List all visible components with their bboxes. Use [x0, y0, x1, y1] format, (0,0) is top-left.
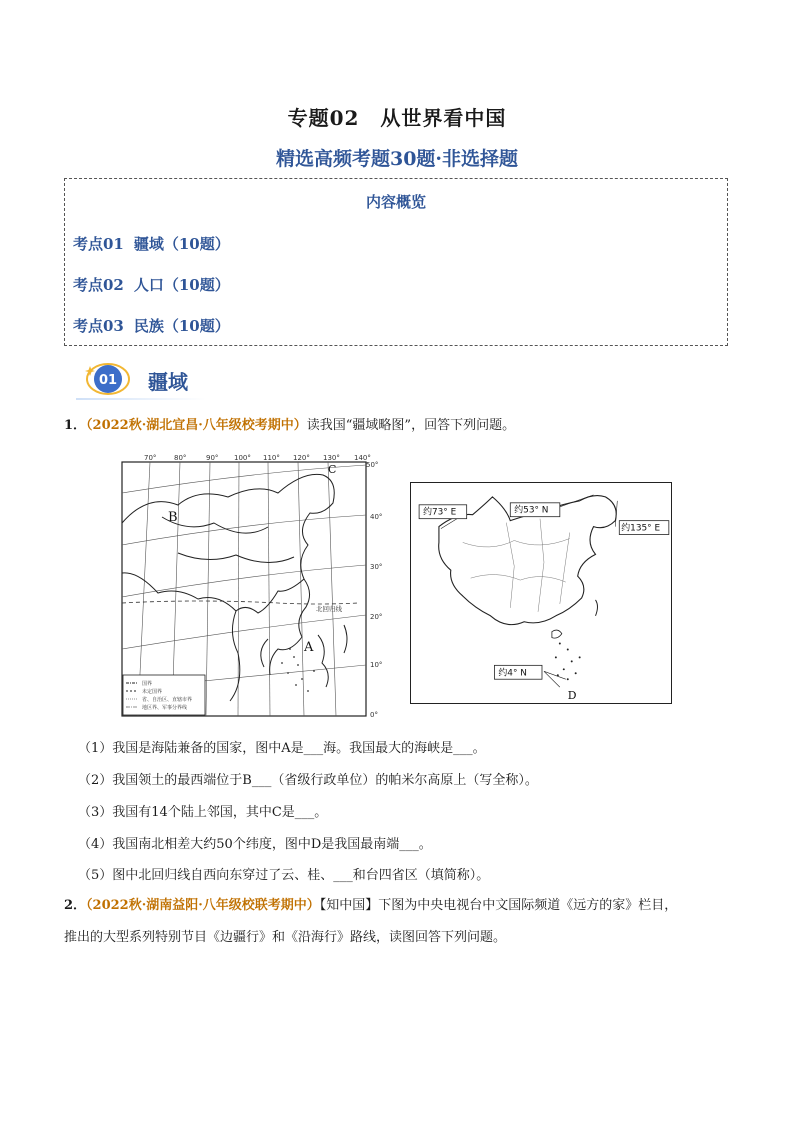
map-label-a: A: [304, 640, 314, 655]
extreme-points-map: [410, 482, 672, 704]
legend-item: 国界: [142, 681, 153, 687]
topic-number: 考点02: [73, 276, 124, 294]
question-2-stem: [64, 896, 677, 916]
question-1-item-3: （3）我国有14个陆上邻国，其中C是___。: [78, 805, 328, 820]
east-point-label: 约135° E: [621, 523, 661, 534]
map-label-b: B: [168, 510, 178, 525]
lon-label: 70°: [144, 454, 157, 462]
lat-label: 20°: [370, 613, 383, 621]
topic-label: 民族（10题）: [133, 317, 230, 335]
page-subtitle: 精选高频考题30题·非选择题: [275, 148, 519, 170]
map-label-c: C: [328, 463, 337, 476]
lat-label: 40°: [370, 513, 383, 521]
section-badge-number: 01: [98, 373, 118, 388]
topic-03: [73, 315, 230, 336]
tropic-label: 北回归线: [316, 605, 342, 613]
question-2-stem-cont: 推出的大型系列特别节目《边疆行》和《沿海行》路线，读图回答下列问题。: [64, 930, 507, 945]
topic-01: [73, 233, 230, 254]
south-point-label: 约4° N: [498, 668, 527, 679]
lon-label: 110°: [263, 454, 280, 462]
lat-label: 0°: [370, 711, 378, 719]
question-text: 【知中国】下图为中央电视台中文国际频道《远方的家》栏目，: [319, 898, 678, 913]
question-text: 读我国“疆域略图”，回答下列问题。: [306, 418, 516, 433]
lon-label: 100°: [234, 454, 251, 462]
question-number: 1．: [64, 418, 87, 433]
question-number: 2．: [64, 898, 87, 913]
question-1-item-4: （4）我国南北相差大约50个纬度，图中D是我国最南端___。: [78, 837, 432, 852]
topic-label: 疆域（10题）: [133, 235, 230, 253]
lat-label: 10°: [370, 661, 383, 669]
legend-item: 省、自治区、直辖市界: [142, 697, 193, 703]
question-1-stem: [64, 416, 515, 436]
section-underline: [76, 398, 206, 400]
topic-label: 人口（10题）: [133, 276, 230, 294]
north-point-label: 约53° N: [514, 505, 549, 516]
territory-map: [118, 453, 383, 719]
lon-label: 130°: [323, 454, 340, 462]
legend-item: 地区界、军事分界线: [142, 705, 188, 711]
legend-item: 未定国界: [142, 689, 163, 695]
topic-02: [73, 274, 230, 295]
lon-label: 120°: [293, 454, 310, 462]
question-source: （2022秋·湖北宜昌·八年级校考期中）: [86, 418, 307, 433]
page-title: 专题02 从世界看中国: [287, 106, 507, 130]
section-title: 疆域: [148, 370, 188, 394]
topic-number: 考点03: [73, 317, 124, 335]
lon-label: 90°: [206, 454, 219, 462]
question-source: （2022秋·湖南益阳·八年级校联考期中）: [86, 898, 320, 913]
section-badge-icon: [84, 360, 130, 396]
lat-label: 50°: [366, 461, 379, 469]
map-label-d: D: [567, 689, 577, 703]
content-overview-box: [64, 178, 728, 346]
overview-heading: 内容概览: [365, 193, 426, 211]
question-1-item-5: （5）图中北回归线自西向东穿过了云、桂、___和台四省区（填简称）。: [78, 868, 490, 883]
lon-label: 140°: [354, 454, 371, 462]
topic-number: 考点01: [73, 235, 124, 253]
question-1-item-1: （1）我国是海陆兼备的国家，图中A是___海。我国最大的海峡是___。: [78, 741, 486, 756]
west-point-label: 约73° E: [423, 507, 457, 518]
lon-label: 80°: [174, 454, 187, 462]
question-1-item-2: （2）我国领土的最西端位于B___（省级行政单位）的帕米尔高原上（写全称）。: [78, 773, 538, 788]
lat-label: 30°: [370, 563, 383, 571]
